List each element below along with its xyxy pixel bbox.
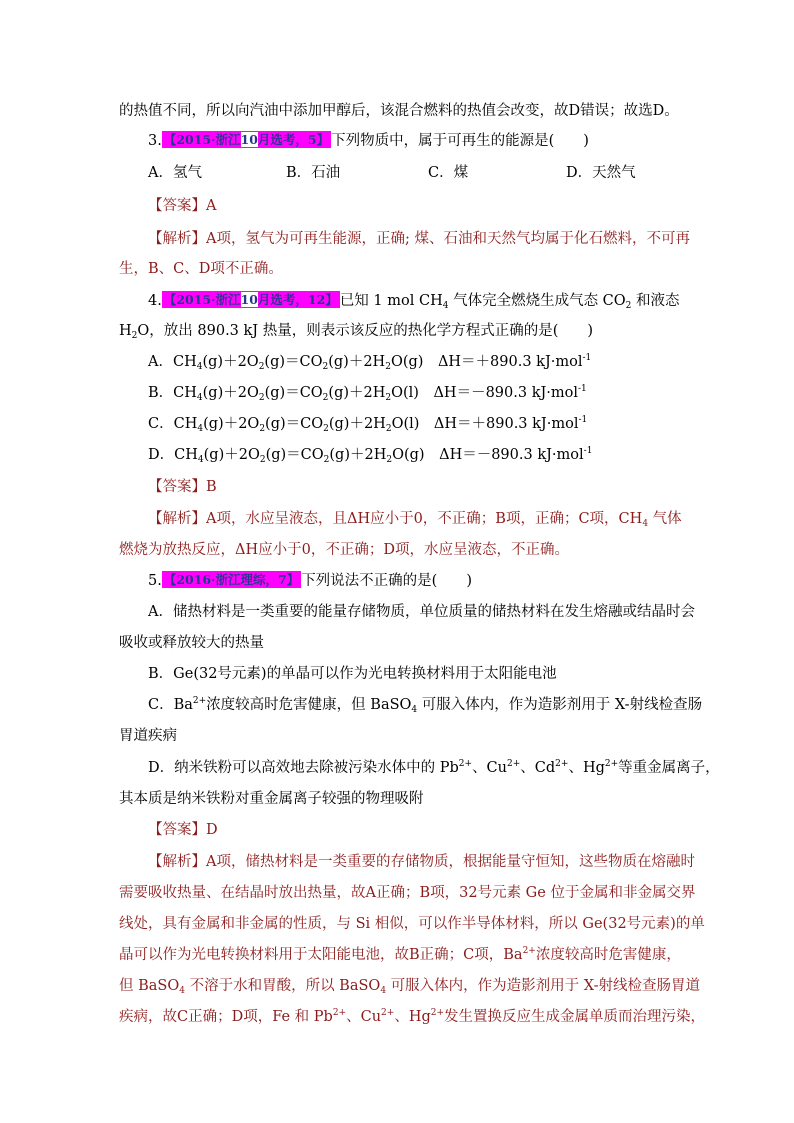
analysis-cont: 疾病，故C正确；D项，Fe 和 $Pb^{2+}$、$Cu^{2+}$、$Hg^{2+}$发生置换反应生成金属单质而治理污染， — [119, 1008, 706, 1025]
analysis: 【解析】A项，储热材料是一类重要的存储物质，根据能量守恒知，这些物质在熔融时 — [148, 854, 695, 870]
option-b: B．石油 — [286, 165, 341, 181]
option-c: C．$Ba^{2+}$浓度较高时危害健康，但 BaSO$_4$ 可服入体内，作为造影剂用于 X-射线检查肠 — [148, 696, 703, 715]
analysis-cont: 晶可以作为光电转换材料用于太阳能电池，故B正确；C项，$Ba^{2+}$浓度较高时危害健康， — [119, 946, 681, 963]
question-5-stem: 5. 【2016·浙江理综，7】 下列说法不正确的是( ) — [148, 572, 473, 589]
answer: 【答案】A — [148, 198, 217, 214]
analysis-cont: 但 BaSO$_4$ 不溶于水和胃酸，所以 BaSO$_4$ 可服入体内，作为造影剂用于 X-射线检查肠胃道 — [119, 978, 700, 996]
option-d: D．天然气 — [566, 165, 636, 181]
option-a: A．氢气 — [148, 165, 202, 181]
analysis: 【解析】A项，水应呈液态，且ΔH应小于0，不正确；B项，正确；C项，$CH_4$ 气体 — [148, 511, 682, 529]
source-tag: 【2015·浙江10月选考，5】 — [163, 132, 330, 147]
source-tag: 【2015·浙江10月选考，12】 — [163, 292, 338, 307]
question-4-stem-cont: $H_2O$，放出 890.3 kJ 热量，则表示该反应的热化学方程式正确的是( ) — [119, 323, 594, 341]
analysis: 【解析】A项，氢气为可再生能源，正确; 煤、石油和天然气均属于化石燃料，不可再 — [148, 231, 690, 247]
option-a-cont: 吸收或释放较大的热量 — [119, 635, 264, 651]
answer: 【答案】B — [148, 479, 217, 495]
option-b: B．$CH_4(g)+2O_2(g)=CO_2(g)+2H_2O(l)$ ΔH＝－890.3 kJ·mol$^{-1}$ — [148, 384, 587, 403]
text-line: 的热值不同，所以向汽油中添加甲醇后，该混合燃料的热值会改变，故D错误；故选D。 — [119, 103, 679, 119]
question-4-stem: 4. 【2015·浙江10月选考，12】 已知 1 mol $CH_4$ 气体完全燃烧生成气态 $CO_2$ 和液态 — [148, 292, 680, 311]
question-3-stem: 3. 【2015·浙江10月选考，5】 下列物质中，属于可再生的能源是( ) — [148, 132, 589, 149]
analysis-cont: 线处，具有金属和非金属的性质，与 Si 相似，可以作半导体材料，所以 Ge(32号元素)的单 — [119, 916, 705, 932]
analysis-cont: 生，B、C、D项不正确。 — [119, 261, 283, 277]
option-d: D．$CH_4(g)+2O_2(g)=CO_2(g)+2H_2O(g)$ ΔH＝－890.3 kJ·mol$^{-1}$ — [148, 446, 593, 465]
option-c: C．$CH_4(g)+2O_2(g)=CO_2(g)+2H_2O(l)$ ΔH＝＋890.3 kJ·mol$^{-1}$ — [148, 415, 588, 434]
analysis-cont: 需要吸收热量、在结晶时放出热量，故A正确；B项，32号元素 Ge 位于金属和非金属交界 — [119, 885, 696, 901]
option-d-cont: 其本质是纳米铁粉对重金属离子较强的物理吸附 — [119, 791, 424, 807]
option-c: C．煤 — [428, 165, 469, 181]
option-d: D．纳米铁粉可以高效地去除被污染水体中的 $Pb^{2+}$、$Cu^{2+}$、$Cd^{2+}$、$Hg^{2+}$等重金属离子， — [148, 759, 720, 776]
question-3-options — [148, 160, 679, 186]
source-tag: 【2016·浙江理综，7】 — [163, 572, 300, 587]
option-b: B．Ge(32号元素)的单晶可以作为光电转换材料用于太阳能电池 — [148, 666, 557, 682]
option-a: A．$CH_4(g)+2O_2(g)=CO_2(g)+2H_2O(g)$ ΔH＝＋890.3 kJ·mol$^{-1}$ — [148, 353, 592, 372]
answer: 【答案】D — [148, 822, 218, 838]
analysis-cont: 燃烧为放热反应，ΔH应小于0，不正确；D项，水应呈液态，不正确。 — [119, 542, 569, 558]
option-c-cont: 胃道疾病 — [119, 728, 177, 744]
option-a: A．储热材料是一类重要的能量存储物质，单位质量的储热材料在发生熔融或结晶时会 — [148, 604, 695, 620]
